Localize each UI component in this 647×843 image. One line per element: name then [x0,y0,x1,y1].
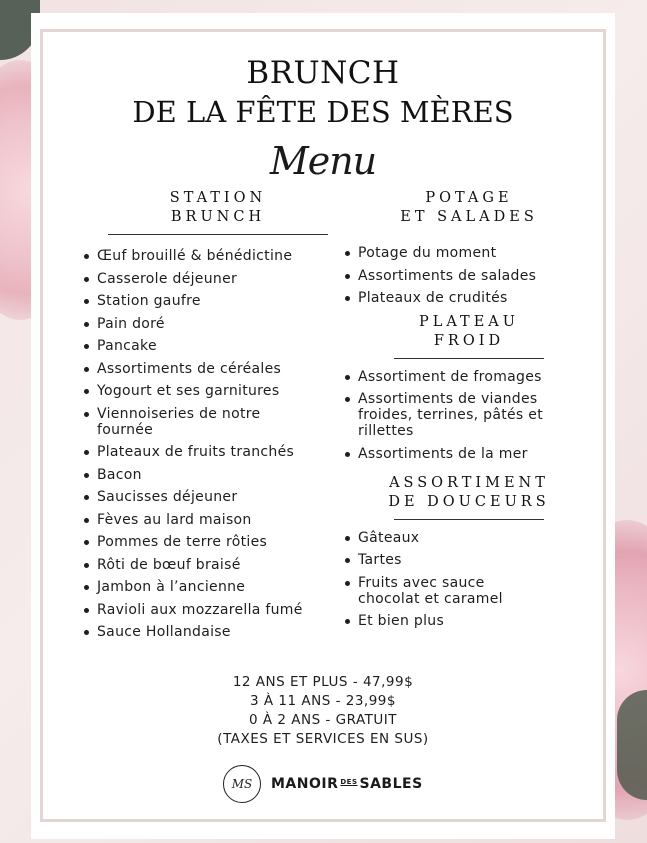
heading-line: ASSORTIMENT [389,474,549,491]
list-item: Assortiments de viandes froides, terrines, pâtés et rillettes [344,391,573,439]
list-item: Potage du moment [344,245,594,261]
list-item: Fruits avec sauce chocolat et caramel [344,575,533,607]
list-item: Saucisses déjeuner [83,489,353,505]
price-taxes-note: (TAXES ET SERVICES EN SUS) [217,731,429,747]
list-item: Jambon à l’ancienne [83,579,353,595]
list-item: Viennoiseries de notre fournée [83,406,292,438]
logo-monogram-text: MS [231,777,253,791]
manoir-des-sables-logo [223,765,423,803]
price-line-adult: 12 ANS ET PLUS - 47,99$ [232,674,414,690]
list-item: Assortiments de salades [344,268,594,284]
logo-monogram-icon [223,765,261,803]
heading-line: PLATEAU [418,313,519,330]
heading-line: BRUNCH [170,209,266,225]
heading-line: DE DOUCEURS [388,493,550,510]
title-brunch: BRUNCH [246,55,400,91]
menu-card [31,13,615,839]
douceurs-heading [344,474,594,512]
list-item: Assortiment de fromages [344,369,594,385]
divider [108,234,328,235]
price-block [31,673,615,749]
column-right [344,189,594,636]
logo-name-part1: MANOIR [271,776,339,792]
list-item: Plateaux de fruits tranchés [83,444,353,460]
list-item: Assortiments de la mer [344,446,594,462]
list-item: Rôti de bœuf braisé [83,557,353,573]
list-item: Bacon [83,467,353,483]
logo-wordmark [271,776,423,792]
list-item: Plateaux de crudités [344,290,594,306]
list-item: Pommes de terre rôties [83,534,353,550]
list-item: Fèves au lard maison [83,512,353,528]
list-item: Œuf brouillé & bénédictine [83,248,353,264]
logo-name-small: DES [340,778,358,786]
list-item: Et bien plus [344,613,594,629]
list-item: Ravioli aux mozzarella fumé [83,602,353,618]
price-line-child: 3 À 11 ANS - 23,99$ [250,693,396,709]
divider [394,358,544,359]
heading-line: FROID [433,332,505,349]
list-item: Casserole déjeuner [83,271,353,287]
list-item: Pain doré [83,316,353,332]
column-left [83,189,353,647]
station-brunch-heading [83,189,353,227]
list-item: Pancake [83,338,353,354]
potage-list [344,245,594,306]
list-item: Gâteaux [344,530,594,546]
heading-line: POTAGE [425,190,513,206]
heading-line: STATION [169,190,267,206]
station-brunch-list [83,248,353,640]
heading-line: ET SALADES [400,209,538,225]
divider [394,519,544,520]
list-item: Station gaufre [83,293,353,309]
leaf-decoration-right [617,690,647,800]
list-item: Sauce Hollandaise [83,624,353,640]
list-item: Tartes [344,552,594,568]
price-line-toddler: 0 À 2 ANS - GRATUIT [249,712,397,728]
list-item: Yogourt et ses garnitures [83,383,353,399]
title-fete-des-meres: DE LA FÊTE DES MÈRES [132,95,514,129]
douceurs-list [344,530,594,630]
menu-script-title: Menu [269,139,377,183]
logo-name-part2: SABLES [359,776,423,792]
potage-heading [344,189,594,227]
plateau-heading [344,313,594,351]
plateau-list [344,369,594,462]
list-item: Assortiments de céréales [83,361,353,377]
